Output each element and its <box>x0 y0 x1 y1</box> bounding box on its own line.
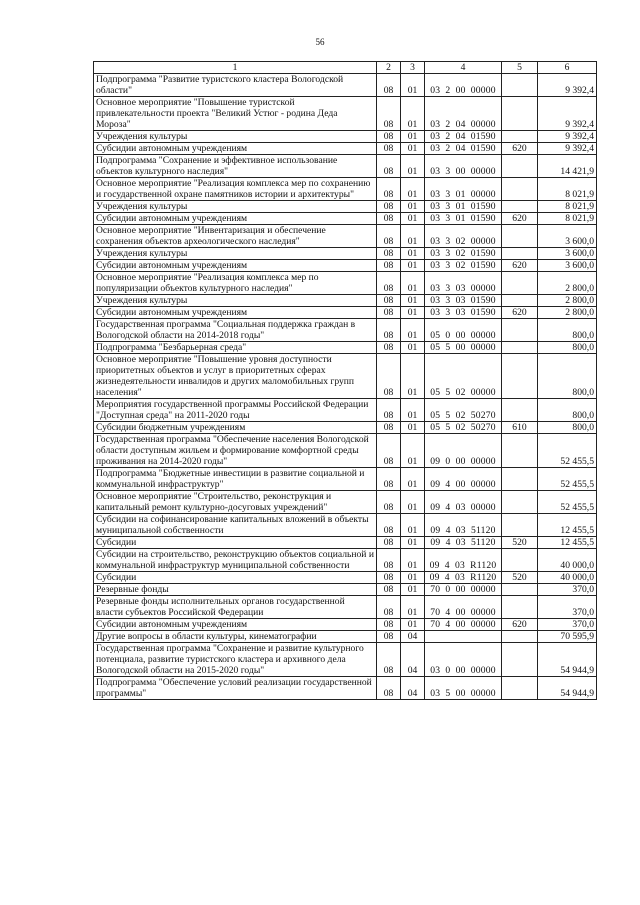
header-cell: 6 <box>538 62 597 74</box>
row-name-cell: Мероприятия государственной программы Российской Федерации "Доступная среда" на 2011-2020 годы <box>94 399 377 422</box>
table-row <box>94 272 597 295</box>
expense-type-cell: 520 <box>502 537 538 549</box>
subsection-code-cell: 01 <box>401 307 425 319</box>
section-code-cell: 08 <box>377 225 401 248</box>
section-code-cell: 08 <box>377 248 401 260</box>
table-row <box>94 422 597 434</box>
expense-type-cell: 620 <box>502 143 538 155</box>
row-name-cell: Государственная программа "Социальная поддержка граждан в Вологодской области на 2014-2018 годы" <box>94 319 377 342</box>
expense-type-cell <box>502 225 538 248</box>
target-article-cell: 05 5 02 50270 <box>425 399 502 422</box>
expense-type-cell <box>502 319 538 342</box>
row-name-cell: Основное мероприятие "Инвентаризация и обеспечение сохранения объектов археологического наследия" <box>94 225 377 248</box>
expense-type-cell: 620 <box>502 260 538 272</box>
row-name-cell: Основное мероприятие "Реализация комплекса мер по сохранению и государственной охране памятников истории и архитектуры" <box>94 178 377 201</box>
subsection-code-cell: 01 <box>401 434 425 468</box>
subsection-code-cell: 01 <box>401 572 425 584</box>
section-code-cell: 08 <box>377 572 401 584</box>
subsection-code-cell: 01 <box>401 155 425 178</box>
target-article-cell: 09 4 03 51120 <box>425 537 502 549</box>
row-name-cell: Подпрограмма "Бюджетные инвестиции в развитие социальной и коммунальной инфраструктур" <box>94 468 377 491</box>
amount-cell: 800,0 <box>538 319 597 342</box>
amount-cell: 14 421,9 <box>538 155 597 178</box>
amount-cell: 800,0 <box>538 422 597 434</box>
amount-cell: 800,0 <box>538 342 597 354</box>
subsection-code-cell: 01 <box>401 468 425 491</box>
target-article-cell: 03 2 04 00000 <box>425 97 502 131</box>
table-row <box>94 307 597 319</box>
section-code-cell: 08 <box>377 468 401 491</box>
header-cell: 1 <box>94 62 377 74</box>
expense-type-cell <box>502 549 538 572</box>
target-article-cell: 03 3 01 00000 <box>425 178 502 201</box>
row-name-cell: Субсидии <box>94 537 377 549</box>
amount-cell: 800,0 <box>538 399 597 422</box>
row-name-cell: Субсидии автономным учреждениям <box>94 213 377 225</box>
section-code-cell: 08 <box>377 631 401 643</box>
section-code-cell: 08 <box>377 619 401 631</box>
section-code-cell: 08 <box>377 295 401 307</box>
target-article-cell: 03 3 02 01590 <box>425 248 502 260</box>
amount-cell: 2 800,0 <box>538 307 597 319</box>
section-code-cell: 08 <box>377 677 401 700</box>
expense-type-cell <box>502 596 538 619</box>
amount-cell: 40 000,0 <box>538 572 597 584</box>
table-row <box>94 537 597 549</box>
subsection-code-cell: 01 <box>401 97 425 131</box>
expense-type-cell <box>502 514 538 537</box>
expense-type-cell <box>502 201 538 213</box>
subsection-code-cell: 01 <box>401 549 425 572</box>
subsection-code-cell: 01 <box>401 514 425 537</box>
table-row <box>94 491 597 514</box>
expense-type-cell <box>502 468 538 491</box>
row-name-cell: Субсидии <box>94 572 377 584</box>
target-article-cell: 03 3 00 00000 <box>425 155 502 178</box>
target-article-cell: 70 0 00 00000 <box>425 584 502 596</box>
target-article-cell: 05 5 02 00000 <box>425 354 502 399</box>
row-name-cell: Подпрограмма "Развитие туристского кластера Вологодской области" <box>94 74 377 97</box>
expense-type-cell: 610 <box>502 422 538 434</box>
subsection-code-cell: 01 <box>401 619 425 631</box>
subsection-code-cell: 04 <box>401 643 425 677</box>
expense-type-cell <box>502 399 538 422</box>
subsection-code-cell: 01 <box>401 422 425 434</box>
target-article-cell: 05 5 00 00000 <box>425 342 502 354</box>
table-row <box>94 572 597 584</box>
section-code-cell: 08 <box>377 514 401 537</box>
amount-cell: 9 392,4 <box>538 97 597 131</box>
table-row <box>94 468 597 491</box>
expense-type-cell <box>502 131 538 143</box>
table-row <box>94 213 597 225</box>
amount-cell: 3 600,0 <box>538 225 597 248</box>
section-code-cell: 08 <box>377 434 401 468</box>
expense-type-cell <box>502 342 538 354</box>
amount-cell: 8 021,9 <box>538 201 597 213</box>
target-article-cell <box>425 631 502 643</box>
target-article-cell: 03 3 01 01590 <box>425 201 502 213</box>
row-name-cell: Учреждения культуры <box>94 131 377 143</box>
row-name-cell: Резервные фонды <box>94 584 377 596</box>
target-article-cell: 09 4 03 R1120 <box>425 572 502 584</box>
amount-cell: 40 000,0 <box>538 549 597 572</box>
header-cell: 4 <box>425 62 502 74</box>
amount-cell: 370,0 <box>538 596 597 619</box>
subsection-code-cell: 01 <box>401 213 425 225</box>
table-row <box>94 97 597 131</box>
expense-type-cell: 620 <box>502 307 538 319</box>
amount-cell: 3 600,0 <box>538 248 597 260</box>
row-name-cell: Другие вопросы в области культуры, кинематографии <box>94 631 377 643</box>
expense-type-cell <box>502 178 538 201</box>
row-name-cell: Резервные фонды исполнительных органов государственной власти субъектов Российской Федерации <box>94 596 377 619</box>
target-article-cell: 09 4 03 51120 <box>425 514 502 537</box>
subsection-code-cell: 01 <box>401 260 425 272</box>
table-row <box>94 514 597 537</box>
row-name-cell: Основное мероприятие "Повышение туристской привлекательности проекта "Великий Устюг - родина Деда Мороза" <box>94 97 377 131</box>
target-article-cell: 03 5 00 00000 <box>425 677 502 700</box>
section-code-cell: 08 <box>377 131 401 143</box>
table-row <box>94 549 597 572</box>
section-code-cell: 08 <box>377 74 401 97</box>
table-row <box>94 295 597 307</box>
expense-type-cell <box>502 434 538 468</box>
row-name-cell: Подпрограмма "Сохранение и эффективное использование объектов культурного наследия" <box>94 155 377 178</box>
subsection-code-cell: 01 <box>401 143 425 155</box>
table-row <box>94 399 597 422</box>
amount-cell: 8 021,9 <box>538 178 597 201</box>
table-row <box>94 434 597 468</box>
target-article-cell: 03 3 02 00000 <box>425 225 502 248</box>
amount-cell: 8 021,9 <box>538 213 597 225</box>
section-code-cell: 08 <box>377 97 401 131</box>
table-row <box>94 596 597 619</box>
subsection-code-cell: 01 <box>401 248 425 260</box>
amount-cell: 52 455,5 <box>538 434 597 468</box>
table-row <box>94 248 597 260</box>
expense-type-cell <box>502 272 538 295</box>
header-cell: 2 <box>377 62 401 74</box>
subsection-code-cell: 01 <box>401 295 425 307</box>
target-article-cell: 03 3 02 01590 <box>425 260 502 272</box>
row-name-cell: Подпрограмма "Обеспечение условий реализации государственной программы" <box>94 677 377 700</box>
row-name-cell: Субсидии на софинансирование капитальных вложений в объекты муниципальной собственности <box>94 514 377 537</box>
expense-type-cell <box>502 295 538 307</box>
subsection-code-cell: 01 <box>401 584 425 596</box>
target-article-cell: 05 5 02 50270 <box>425 422 502 434</box>
row-name-cell: Субсидии автономным учреждениям <box>94 260 377 272</box>
amount-cell: 9 392,4 <box>538 131 597 143</box>
table-row <box>94 619 597 631</box>
row-name-cell: Субсидии автономным учреждениям <box>94 619 377 631</box>
table-row <box>94 74 597 97</box>
row-name-cell: Учреждения культуры <box>94 295 377 307</box>
section-code-cell: 08 <box>377 155 401 178</box>
table-row <box>94 143 597 155</box>
target-article-cell: 03 3 03 01590 <box>425 307 502 319</box>
row-name-cell: Субсидии автономным учреждениям <box>94 307 377 319</box>
section-code-cell: 08 <box>377 584 401 596</box>
table-row <box>94 584 597 596</box>
target-article-cell: 70 4 00 00000 <box>425 596 502 619</box>
section-code-cell: 08 <box>377 307 401 319</box>
section-code-cell: 08 <box>377 354 401 399</box>
subsection-code-cell: 01 <box>401 319 425 342</box>
table-row <box>94 677 597 700</box>
subsection-code-cell: 01 <box>401 74 425 97</box>
section-code-cell: 08 <box>377 491 401 514</box>
target-article-cell: 03 2 00 00000 <box>425 74 502 97</box>
target-article-cell: 03 0 00 00000 <box>425 643 502 677</box>
amount-cell: 370,0 <box>538 584 597 596</box>
row-name-cell: Учреждения культуры <box>94 248 377 260</box>
subsection-code-cell: 01 <box>401 354 425 399</box>
amount-cell: 2 800,0 <box>538 295 597 307</box>
target-article-cell: 03 3 01 01590 <box>425 213 502 225</box>
target-article-cell: 09 0 00 00000 <box>425 434 502 468</box>
table-row <box>94 342 597 354</box>
target-article-cell: 09 4 03 00000 <box>425 491 502 514</box>
expense-type-cell <box>502 491 538 514</box>
amount-cell: 800,0 <box>538 354 597 399</box>
subsection-code-cell: 01 <box>401 596 425 619</box>
expense-type-cell <box>502 584 538 596</box>
amount-cell: 54 944,9 <box>538 677 597 700</box>
row-name-cell: Государственная программа "Сохранение и развитие культурного потенциала, развитие туристского кластера и архивного дела Вологодской области на 2015-2020 годы" <box>94 643 377 677</box>
header-cell: 5 <box>502 62 538 74</box>
expense-type-cell: 620 <box>502 213 538 225</box>
subsection-code-cell: 01 <box>401 178 425 201</box>
expense-type-cell <box>502 631 538 643</box>
table-row <box>94 225 597 248</box>
amount-cell: 70 595,9 <box>538 631 597 643</box>
target-article-cell: 09 4 00 00000 <box>425 468 502 491</box>
expense-type-cell <box>502 643 538 677</box>
section-code-cell: 08 <box>377 537 401 549</box>
target-article-cell: 05 0 00 00000 <box>425 319 502 342</box>
section-code-cell: 08 <box>377 178 401 201</box>
amount-cell: 52 455,5 <box>538 468 597 491</box>
section-code-cell: 08 <box>377 399 401 422</box>
table-header-row <box>94 62 597 74</box>
amount-cell: 2 800,0 <box>538 272 597 295</box>
table-row <box>94 260 597 272</box>
page-number: 56 <box>315 37 325 47</box>
target-article-cell: 03 3 03 00000 <box>425 272 502 295</box>
amount-cell: 3 600,0 <box>538 260 597 272</box>
budget-table <box>93 61 597 700</box>
amount-cell: 9 392,4 <box>538 74 597 97</box>
amount-cell: 54 944,9 <box>538 643 597 677</box>
target-article-cell: 09 4 03 R1120 <box>425 549 502 572</box>
target-article-cell: 03 3 03 01590 <box>425 295 502 307</box>
subsection-code-cell: 01 <box>401 131 425 143</box>
row-name-cell: Основное мероприятие "Строительство, реконструкция и капитальный ремонт культурно-досуговых учреждений" <box>94 491 377 514</box>
row-name-cell: Основное мероприятие "Реализация комплекса мер по популяризации объектов культурного наследия" <box>94 272 377 295</box>
amount-cell: 9 392,4 <box>538 143 597 155</box>
expense-type-cell <box>502 155 538 178</box>
row-name-cell: Субсидии автономным учреждениям <box>94 143 377 155</box>
row-name-cell: Подпрограмма "Безбарьерная среда" <box>94 342 377 354</box>
row-name-cell: Субсидии на строительство, реконструкцию объектов социальной и коммунальной инфраструктур муниципальной собственности <box>94 549 377 572</box>
row-name-cell: Субсидии бюджетным учреждениям <box>94 422 377 434</box>
expense-type-cell <box>502 248 538 260</box>
subsection-code-cell: 01 <box>401 225 425 248</box>
subsection-code-cell: 01 <box>401 537 425 549</box>
section-code-cell: 08 <box>377 272 401 295</box>
expense-type-cell <box>502 354 538 399</box>
table-row <box>94 643 597 677</box>
table-row <box>94 155 597 178</box>
expense-type-cell: 620 <box>502 619 538 631</box>
table-row <box>94 131 597 143</box>
section-code-cell: 08 <box>377 422 401 434</box>
row-name-cell: Государственная программа "Обеспечение населения Вологодской области доступным жильем и формирование комфортной среды проживания на 2014-2020 годы" <box>94 434 377 468</box>
section-code-cell: 08 <box>377 342 401 354</box>
section-code-cell: 08 <box>377 643 401 677</box>
expense-type-cell <box>502 74 538 97</box>
target-article-cell: 70 4 00 00000 <box>425 619 502 631</box>
section-code-cell: 08 <box>377 596 401 619</box>
subsection-code-cell: 01 <box>401 201 425 213</box>
table-row <box>94 319 597 342</box>
amount-cell: 370,0 <box>538 619 597 631</box>
expense-type-cell <box>502 677 538 700</box>
subsection-code-cell: 01 <box>401 272 425 295</box>
section-code-cell: 08 <box>377 213 401 225</box>
table-row <box>94 178 597 201</box>
table-row <box>94 201 597 213</box>
section-code-cell: 08 <box>377 143 401 155</box>
amount-cell: 12 455,5 <box>538 537 597 549</box>
amount-cell: 12 455,5 <box>538 514 597 537</box>
row-name-cell: Учреждения культуры <box>94 201 377 213</box>
section-code-cell: 08 <box>377 549 401 572</box>
row-name-cell: Основное мероприятие "Повышение уровня доступности приоритетных объектов и услуг в приоритетных сферах жизнедеятельности инвалидов и других маломобильных групп населения" <box>94 354 377 399</box>
subsection-code-cell: 01 <box>401 342 425 354</box>
subsection-code-cell: 01 <box>401 399 425 422</box>
target-article-cell: 03 2 04 01590 <box>425 143 502 155</box>
expense-type-cell <box>502 97 538 131</box>
target-article-cell: 03 2 04 01590 <box>425 131 502 143</box>
subsection-code-cell: 04 <box>401 677 425 700</box>
section-code-cell: 08 <box>377 319 401 342</box>
section-code-cell: 08 <box>377 260 401 272</box>
header-cell: 3 <box>401 62 425 74</box>
expense-type-cell: 520 <box>502 572 538 584</box>
section-code-cell: 08 <box>377 201 401 213</box>
table-row <box>94 354 597 399</box>
amount-cell: 52 455,5 <box>538 491 597 514</box>
subsection-code-cell: 01 <box>401 491 425 514</box>
subsection-code-cell: 04 <box>401 631 425 643</box>
table-row <box>94 631 597 643</box>
